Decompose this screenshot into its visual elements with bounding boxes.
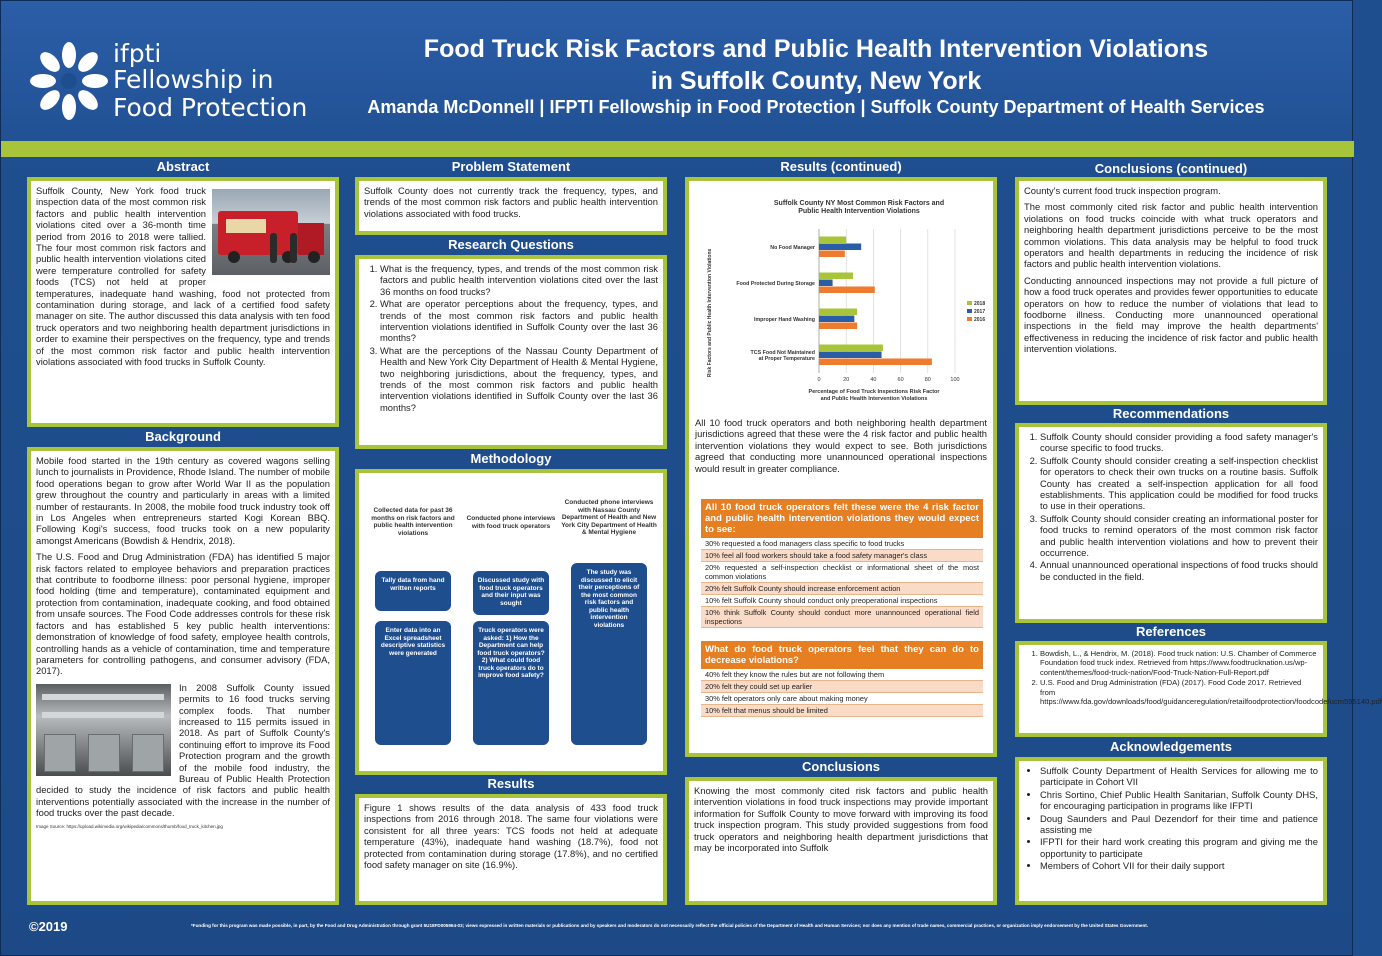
references-box	[1015, 641, 1382, 737]
references-title: References	[1135, 624, 1207, 639]
poster-authors: Amanda McDonnell | IFPTI Fellowship in Food Protection | Suffolk County Department of Health Services	[367, 97, 1265, 117]
abstract-title: Abstract	[156, 159, 210, 174]
recommendation-item: 1. Suffolk County should consider providing a food safety manager's course specific to food trucks.	[1040, 431, 1318, 454]
poster-title	[301, 33, 1331, 97]
logo-text-food-protection: Food Protection	[113, 93, 308, 122]
method-step-head: Conducted phone interviews with food truck operators	[466, 515, 556, 530]
acknowledgement-item: • Suffolk County Department of Health Services for allowing me to participate in Cohort VII	[1040, 765, 1318, 788]
risk-factor-bar-chart	[689, 181, 993, 411]
acknowledgement-item: • Doug Saunders and Paul Dezendorf for their time and patience assisting me	[1040, 813, 1318, 836]
title-line-2: in Suffolk County, New York	[650, 67, 982, 95]
table-header: All 10 food truck operators felt these were the 4 risk factor and public health intervention violations they would expect to see:	[701, 499, 983, 538]
logo-text-ifpti: ifpti	[113, 39, 162, 68]
chart-xlabel: Percentage of Food Truck Inspections Risk Factor and Public Health Intervention Violations	[808, 389, 940, 402]
x-tick-label: 100	[950, 377, 960, 383]
recommendations-list	[1024, 431, 1318, 582]
bar-2017	[819, 280, 833, 287]
conclusions-box	[685, 777, 997, 905]
y-tick-label: Food Protected During Storage	[736, 281, 815, 287]
bar-2017	[819, 316, 854, 323]
bar-2016	[819, 359, 932, 366]
image-source-caption: Image Source: https://upload.wikimedia.org/wikipedia/commons/thumb/food_truck_kitchen.jpg	[36, 823, 223, 829]
research-question: 2. What are operator perceptions about the frequency, types, and trends of the most common risk factors and public health intervention violations identified in Suffolk County over the last 36 months?	[380, 298, 658, 344]
bar-2016	[819, 323, 857, 330]
abstract-box	[27, 177, 339, 427]
poster-header	[1, 1, 1354, 141]
conclusions-text: Knowing the most commonly cited risk factors and public health intervention violations in food truck inspections may provide important information for Suffolk County to move forward with improving its food truck inspection program. This study provided suggestions from food truck operators and neighboring health department jurisdictions that may be incorporated into Suffolk	[694, 785, 988, 854]
operator-actions-table	[701, 641, 983, 717]
table-row: 30% requested a food managers class specific to food trucks	[701, 538, 983, 550]
truck-kitchen-photo	[36, 684, 171, 776]
results-cont-title: Results (continued)	[780, 159, 902, 174]
conclusions-cont-paragraph-2: The most commonly cited risk factor and public health intervention violations on food trucks coincide with what truck operators and neighboring health department jurisdictions perceive to be the most common violations. This data analysis may be helpful to food truck operators and health departments in reducing the incidence of risk factors and public health intervention violations.	[1024, 201, 1318, 270]
method-column-data	[365, 481, 461, 657]
method-step-box: Discussed study with food truck operators and their input was sought	[473, 571, 549, 615]
food-truck-photo	[212, 189, 330, 275]
background-paragraph-1: Mobile food started in the 19th century as covered wagons selling lunch to journalists in Providence, Rhode Island. The number of mobile food operations began to grow after World War II as the population grew throughout the country and particularly in areas with a limited number of restaurants. In 2008, the mobile food truck industry took off in Los Angeles when entrepreneurs started Kogi Korean BBQ. Following Kogi's success, food trucks took on a new popularity amongst Americans (Bowdish & Hendrix, 2018).	[36, 455, 330, 546]
background-paragraph-3: In 2008 Suffolk County issued permits to 16 food trucks serving complex foods. That number increased to 115 permits issued in 2018. As part of Suffolk County's continuing effort to improve its Food Protection program and the growth of the mobile food industry, the Bureau of Public Health Protection decided to study the incidence of risk factors and public health interventions potentially associated with the increase in the number of food trucks over the past decade.	[36, 681, 330, 819]
research-question: 3. What are the perceptions of the Nassau County Department of Health and New York City Department of Health & Mental Hygiene, two neighboring jurisdictions, about the frequency, types, and trends of the most common risk factors and public health intervention violations identified in Suffolk County over the last 36 months?	[380, 345, 658, 413]
conclusions-cont-box	[1015, 177, 1327, 405]
legend-label: 2018	[974, 301, 986, 307]
problem-title: Problem Statement	[451, 159, 571, 174]
bar-2018	[819, 309, 857, 316]
acknowledgement-item: • IFPTI for their hard work creating this program and giving me the opportunity to participate	[1040, 836, 1318, 859]
legend-label: 2017	[974, 309, 986, 315]
method-step-box: Truck operators were asked: 1) How the Department can help food truck operators? 2) What could food truck operators do to improve food safety?	[473, 621, 549, 745]
research-title: Research Questions	[448, 237, 574, 252]
legend-swatch	[967, 301, 972, 305]
acknowledgements-box	[1015, 757, 1327, 905]
y-tick-label: TCS Food Not Maintained at Proper Temperature	[750, 350, 815, 362]
table-row: 20% requested a self-inspection checklist or informational sheet of the most common violations	[701, 562, 983, 583]
methodology-box	[355, 469, 667, 775]
chart-title: Suffolk County NY Most Common Risk Factors and Public Health Intervention Violations	[773, 200, 945, 215]
table-row: 20% felt they could set up earlier	[701, 681, 983, 693]
recommendation-item: 2. Suffolk County should consider creating a self-inspection checklist for operators to check their own trucks on a routine basis. Suffolk County has created a self-inspection application for all food establishments. This application could be modified for food trucks to use in their operations.	[1040, 455, 1318, 512]
reference-item: 2. U.S. Food and Drug Administration (FDA) (2017). Food Code 2017. Retrieved from https://www.fda.gov/downloads/food/guidanceregulation/retailfoodprotection/foodcode/ucm595140.pdf	[1040, 678, 1318, 706]
logo-text-fellowship: Fellowship in	[113, 65, 274, 94]
table-row: 10% feel all food workers should take a food safety manager's class	[701, 550, 983, 562]
method-column-jurisdictions	[561, 481, 657, 629]
acknowledgements-list	[1024, 765, 1318, 872]
abstract-text: Suffolk County, New York food truck inspection data of the most common risk factors and public health intervention violations cited over a 36-month time period from 2016 to 2018 were tallied. The four most common risk factors and public health intervention violations cited were temperature controlled for safety foods (TCS) not held at proper temperatures, inadequate hand washing, food not protected from contamination during storage, and lack of a certified food safety manager on site. The author discussed this data analysis with ten food truck operators and two neighboring health department jurisdictions in order to examine their perspectives on the frequency, type and trends of the most common risk factor and public health intervention violations associated with food trucks in Suffolk County.	[36, 185, 330, 368]
legend-label: 2016	[974, 317, 986, 323]
bar-2016	[819, 287, 875, 294]
table-header: What do food truck operators feel that they can do to decrease violations?	[701, 641, 983, 669]
x-tick-label: 0	[817, 377, 821, 383]
results-text: Figure 1 shows results of the data analysis of 433 food truck inspections from 2016 through 2018. The same four violations were consistent for all three years: TCS foods not held at adequate temperature (43%), inadequate hand washing (18.7%), food not protected from contamination during storage (17.8%), and no certified food safety manager on site (16.9%).	[364, 802, 658, 871]
table-row: 30% felt operators only care about making money	[701, 693, 983, 705]
title-line-1: Food Truck Risk Factors and Public Health Intervention Violations	[423, 35, 1209, 63]
background-box	[27, 447, 339, 905]
bar-2017	[819, 352, 882, 359]
problem-box	[355, 177, 667, 235]
results-cont-text: All 10 food truck operators and both neighboring health department jurisdictions agreed that these were the 4 risk factor and public health intervention violations they would expect to see. Both jurisdictions agreed that conducting more unannounced operational inspections would result in greater compliance.	[695, 417, 987, 474]
method-step-head: Conducted phone interviews with Nassau County Department of Health and New York City Department of Health & Mental Hygiene	[561, 499, 657, 536]
conclusions-cont-paragraph-1: County's current food truck inspection program.	[1024, 185, 1221, 196]
table-row: 10% felt that menus should be limited	[701, 705, 983, 717]
bar-2016	[819, 251, 845, 258]
table-row: 20% felt Suffolk County should increase enforcement action	[701, 583, 983, 595]
bar-2018	[819, 273, 853, 280]
methodology-title: Methodology	[470, 451, 552, 466]
copyright-text: ©2019	[29, 919, 68, 934]
y-tick-label: No Food Manager	[770, 245, 815, 251]
x-tick-label: 80	[924, 377, 931, 383]
x-tick-label: 40	[870, 377, 877, 383]
method-step-box: Enter data into an Excel spreadsheet descriptive statistics were generated	[375, 621, 451, 745]
method-column-operators	[463, 481, 559, 679]
background-paragraph-2: The U.S. Food and Drug Administration (FDA) has identified 5 major risk factors related to employee behaviors and preparation practices that contribute to foodborne illness: poor personal hygiene, improper food holding (time and temperature), contaminated equipment and protection from contamination, inadequate cooking, and food obtained from unsafe sources. The Food Code addresses controls for these risk factors and has established 5 key public health interventions: demonstration of knowledge of food safety, employee health controls, controlling hands as a vehicle of contamination, time and temperature parameters for controlling pathogens, and consumer advisory (FDA, 2017).	[36, 551, 330, 677]
bar-2018	[819, 345, 883, 352]
method-step-box: Tally data from hand written reports	[375, 571, 451, 611]
ifpti-logo	[29, 39, 308, 125]
research-question: 1. What is the frequency, types, and trends of the most common risk factors and public health intervention violations cited over the last 36 months on food trucks?	[380, 263, 658, 297]
chart-ylabel: Risk Factors and Public Health Intervention Violations	[707, 248, 713, 378]
recommendation-item: 4. Annual unannounced operational inspections of food trucks should be conducted in the field.	[1040, 559, 1318, 582]
y-tick-label: Improper Hand Washing	[753, 317, 815, 323]
funding-disclaimer: *Funding for this program was made possible, in part, by the Food and Drug Administration through grant 5U18FD005964-03; views expressed in written materials or publications and by speakers and moderators do not necessarily reflect the official policies of the Department of Health and Human Services; nor does any mention of trade names, commercial practices, or organization imply endorsement by the United States Government.	[191, 923, 1149, 928]
conclusions-cont-title: Conclusions (continued)	[1094, 161, 1248, 176]
acknowledgements-title: Acknowledgements	[1109, 739, 1233, 754]
conclusions-title: Conclusions	[801, 759, 880, 774]
bar-2018	[819, 237, 846, 244]
references-list	[1024, 649, 1382, 707]
table-row: 10% felt Suffolk County should conduct only preoperational inspections	[701, 595, 983, 607]
x-tick-label: 60	[897, 377, 904, 383]
table-row: 10% think Suffolk County should conduct more unannounced operational field inspections	[701, 607, 983, 628]
table-row: 40% felt they know the rules but are not following them	[701, 669, 983, 681]
results-title: Results	[487, 776, 535, 791]
acknowledgement-item: • Chris Sortino, Chief Public Health Sanitarian, Suffolk County DHS, for encouraging participation in programs like IFPTI	[1040, 789, 1318, 812]
legend-swatch	[967, 317, 972, 321]
conclusions-cont-paragraph-3: Conducting announced inspections may not provide a full picture of how a food truck operates and provides fewer opportunities to educate operators on how to reduce the number of violations that lead to foodborne illness. Conducting more unannounced operational inspections in the field may improve the health departments' effectiveness in reducing the incidence of risk factor and public health intervention violations.	[1024, 274, 1318, 355]
results-cont-box	[685, 177, 997, 757]
recommendation-item: 3. Suffolk County should consider creating an informational poster for food trucks to remind operators of the most common risk factor and public health intervention violations and how to prevent their occurrence.	[1040, 513, 1318, 559]
background-title: Background	[145, 429, 221, 444]
results-box	[355, 794, 667, 905]
problem-text: Suffolk County does not currently track the frequency, types, and trends of the most common risk factors and public health intervention violations associated with food trucks.	[364, 185, 658, 219]
flower-logo-icon	[29, 41, 109, 121]
operator-expectations-table	[701, 499, 983, 628]
x-tick-label: 20	[843, 377, 850, 383]
method-step-box: The study was discussed to elicit their perceptions of the most common risk factors and public health intervention violations	[571, 563, 647, 745]
bar-2017	[819, 244, 861, 251]
legend-swatch	[967, 309, 972, 313]
recommendations-box	[1015, 423, 1327, 623]
acknowledgement-item: • Members of Cohort VII for their daily support	[1040, 860, 1318, 871]
green-divider-bar	[1, 141, 1354, 157]
method-step-head: Collected data for past 36 months on risk factors and public health intervention violations	[371, 507, 455, 537]
reference-item: 1. Bowdish, L., & Hendrix, M. (2018). Food truck nation: U.S. Chamber of Commerce Foundation food truck index. Retrieved from https://www.foodtrucknation.us/wp-content/themes/food-truck-nation/Food-Truck-Nation-Full-Report.pdf	[1040, 649, 1318, 677]
recommendations-title: Recommendations	[1112, 406, 1230, 421]
research-questions-list	[364, 263, 658, 413]
research-box	[355, 255, 667, 449]
